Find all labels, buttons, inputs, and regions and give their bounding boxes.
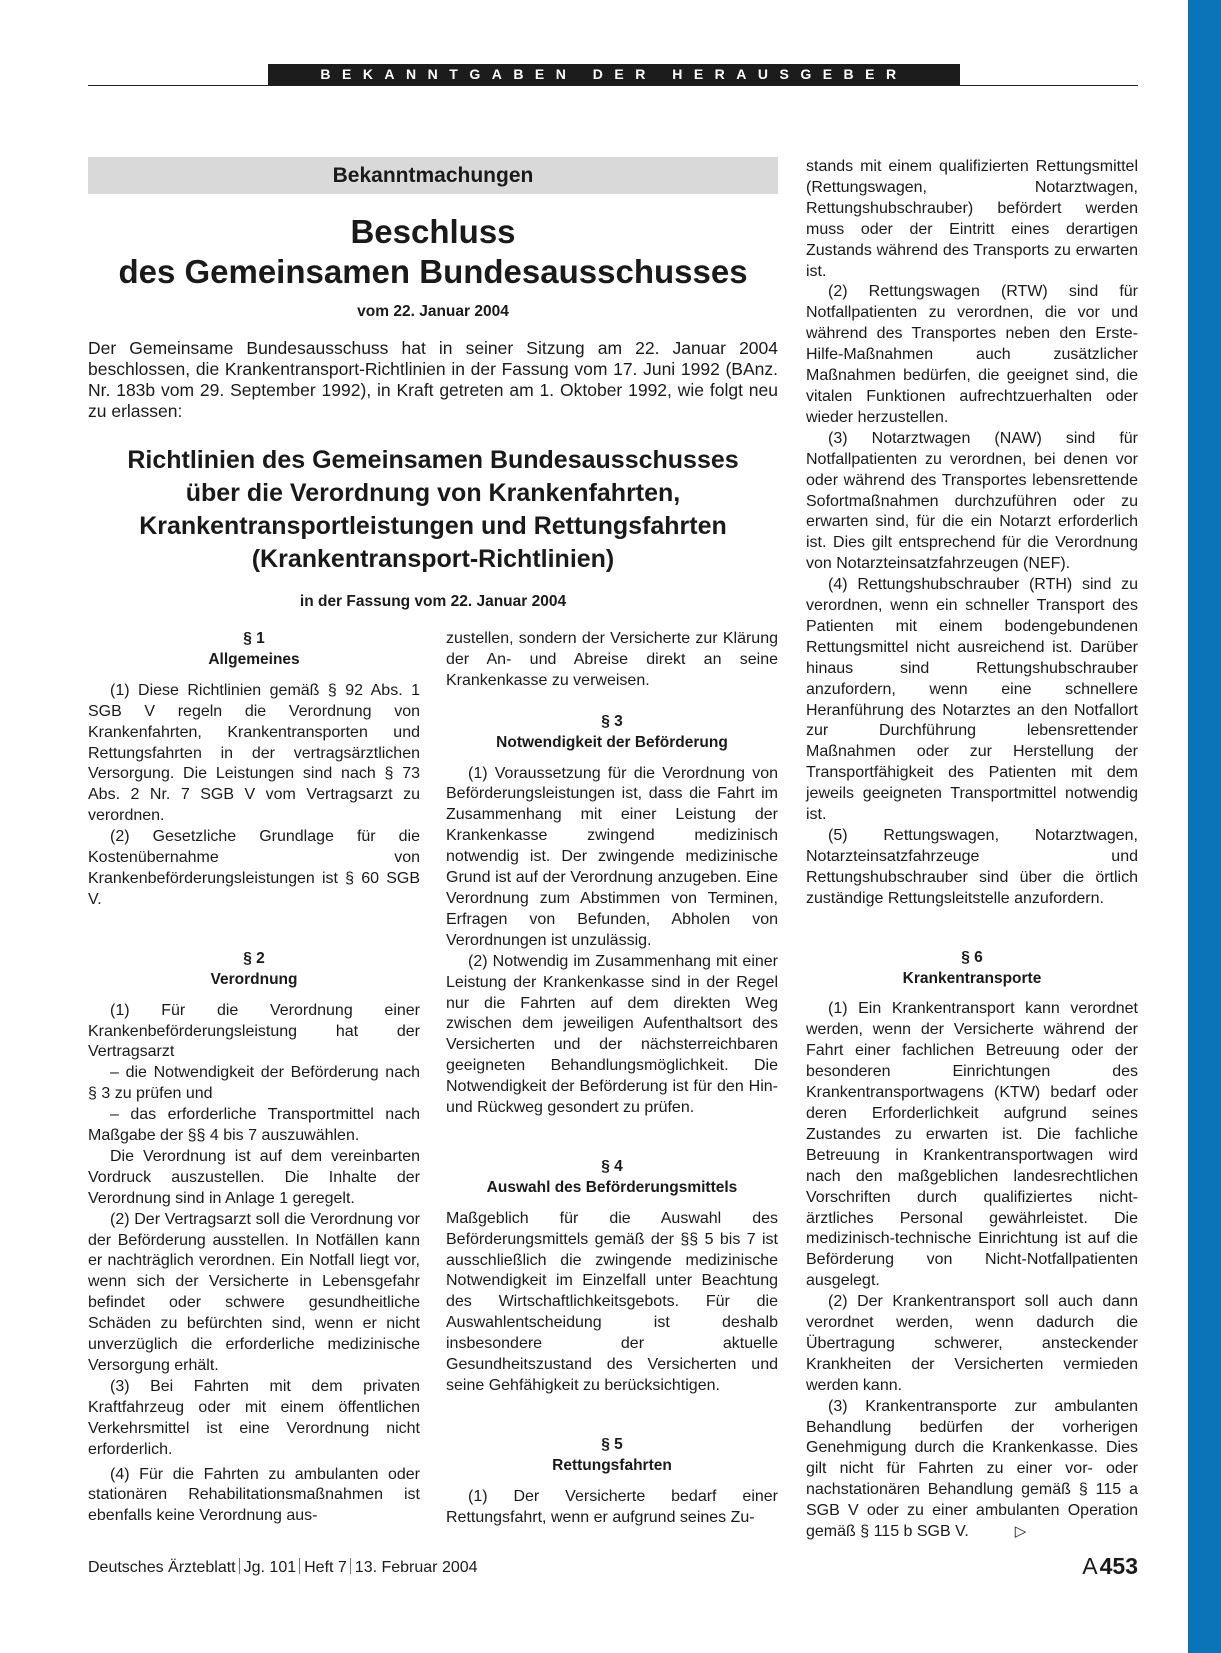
section-5-para-1: (1) Der Versicherte bedarf einer Rettungsfahrt, wenn er aufgrund seines Zu-	[446, 1487, 778, 1526]
footer-divider	[299, 1558, 300, 1574]
section-6-para-2: (2) Der Krankentransport soll auch dann verordnet werden, wenn dadurch die Übertragung schwerer, ansteckender Krankheiten der Versicherten vermieden werden kann.	[806, 1293, 1138, 1394]
section-1-title: Allgemeines	[208, 650, 300, 668]
section-6-para-3	[806, 1397, 1138, 1543]
kicker-heading: Bekanntmachungen	[88, 157, 778, 194]
section-3-para-2: (2) Notwendig im Zusammenhang mit einer Leistung der Krankenkasse sind in der Regel nur die Fahrten auf dem direkten Weg zwischen dem jeweiligen Aufenthaltsort des Versicherten und der nächsterreichbaren geeigneten Behandlungsmöglichkeit. Die Notwendigkeit der Beförderung ist für den Hin- und Rückweg gesondert zu prüfen.	[446, 952, 778, 1117]
guideline-line-4: (Krankentransport-Richtlinien)	[251, 545, 615, 573]
section-5-para-3: (3) Notarztwagen (NAW) sind für Notfallpatienten zu verordnen, bei denen vor oder während des Transportes lebensrettende Sofortmaßnahmen durchzuführen oder zu erwarten sind, für die ein Notarzt erforderlich ist. Dies gilt entsprechend für die Verordnung von Notarzteinsatzfahrzeugen (NEF).	[806, 429, 1138, 573]
section-5-number: § 5	[601, 1435, 623, 1453]
section-2-para-2: Die Verordnung ist auf dem vereinbarten Vordruck auszustellen. Die Inhalte der Verordnung sind in Anlage 1 geregelt.	[88, 1147, 420, 1207]
header-rule	[88, 85, 1138, 86]
section-1-number: § 1	[243, 630, 265, 647]
guideline-title	[88, 444, 778, 576]
edge-color-bar	[1188, 0, 1221, 1653]
section-5-para-2: (2) Rettungswagen (RTW) sind für Notfallpatienten zu verordnen, die vor und während des Transportes neben den Erste-Hilfe-Maßnahmen auch zusätzlicher Maßnahmen bedürfen, die geeignet sind, die vitalen Funktionen aufrechtzuerhalten oder wieder herzustellen.	[806, 283, 1138, 426]
footer-divider	[239, 1558, 240, 1574]
section-2-para-3: (2) Der Vertragsarzt soll die Verordnung vor der Beförderung ausstellen. In Notfällen kann er nachträglich verordnen. Ein Notfall liegt vor, wenn sich der Versicherte in Lebensgefahr befindet oder schwere gesundheitliche Schäden zu befürchten sind, wenn er nicht unverzüglich die erforderliche medizinische Versorgung erhält.	[88, 1210, 420, 1374]
section-1-para-2: (2) Gesetzliche Grundlage für die Kostenübernahme von Krankenbeförderungsleistungen ist § 60 SGB V.	[88, 828, 420, 908]
journal-name: Deutsches Ärzteblatt	[88, 1559, 236, 1576]
section-3-number: § 3	[601, 712, 623, 730]
section-2-dash-1: – die Notwendigkeit der Beförderung nach § 3 zu prüfen und	[88, 1064, 420, 1103]
section-2-title: Verordnung	[210, 970, 298, 988]
section-6-para-1: (1) Ein Krankentransport kann verordnet werden, wenn der Versicherte während der Fahrt einer fachlichen Betreuung oder der besonderen Einrichtungen des Krankentransportwagens (KTW) bedarf oder deren Erforderlichkeit aufgrund seines Zustandes zu erwarten ist. Die fachliche Betreuung in Krankentransportwagen wird nach den maßgeblichen landesrechtlichen Vorschriften durch qualifiziertes nicht-ärztliches Personal gewährleistet. Die medizinisch-technische Einrichtung ist auf die Beförderung von Nicht-Notfallpatienten ausgelegt.	[806, 1000, 1138, 1290]
section-2-para-4: (3) Bei Fahrten mit dem privaten Kraftfahrzeug oder mit einem öffentlichen Verkehrsmittel ist eine Verordnung nicht erforderlich.	[88, 1377, 420, 1458]
section-5-title: Rettungsfahrten	[552, 1456, 672, 1474]
issue-date: 13. Februar 2004	[354, 1559, 478, 1576]
guideline-line-1: Richtlinien des Gemeinsamen Bundesausschusses	[127, 446, 739, 474]
section-4-para-1: Maßgeblich für die Auswahl des Beförderungsmittels gemäß der §§ 5 bis 7 ist ausschließlich die zwingende medizinische Notwendigkeit im Einzelfall unter Beachtung des Wirtschaftlichkeitsgebots. Für die Auswahlentscheidung ist deshalb insbesondere der aktuelle Gesundheitszustand des Versicherten und seine Gehfähigkeit zu berücksichtigen.	[446, 1209, 778, 1394]
column-right	[806, 157, 1138, 1543]
guideline-line-3: Krankentransportleistungen und Rettungsfahrten	[139, 512, 727, 540]
section-4-title: Auswahl des Beförderungsmittels	[486, 1178, 738, 1196]
page-prefix: A	[1082, 1553, 1098, 1579]
page-number-value: 453	[1099, 1553, 1138, 1579]
section-6-number: § 6	[961, 948, 983, 966]
page-number	[1082, 1554, 1138, 1578]
journal-issue: Heft 7	[304, 1559, 347, 1576]
section-header: BEKANNTGABEN DER HERAUSGEBER	[268, 64, 960, 85]
section-1-para-1: (1) Diese Richtlinien gemäß § 92 Abs. 1 SGB V regeln die Verordnung von Krankenfahrten, Krankentransporten und Rettungsfahrten in der vertragsärztlichen Versorgung. Die Leistungen sind nach § 73 Abs. 2 Nr. 7 SGB V vom Vertragsarzt zu verordnen.	[88, 681, 420, 825]
section-2-number: § 2	[243, 949, 265, 967]
column-left	[88, 629, 420, 1527]
title-line-2: des Gemeinsamen Bundesausschusses	[118, 253, 748, 290]
section-5-para-5: (5) Rettungswagen, Notarztwagen, Notarzteinsatzfahrzeuge und Rettungshubschrauber sind über die örtlich zuständige Rettungsleitstelle anzufordern.	[806, 827, 1138, 907]
section-5-para-4: (4) Rettungshubschrauber (RTH) sind zu verordnen, wenn ein schneller Transport des Patienten mit einem bodengebundenen Rettungsmittel nicht ausreichend ist. Darüber hinaus sind Rettungshubschrauber anzufordern, wenn eine schnellere Heranführung des Notarztes an den Notfallort zur Durchführung lebensrettender Maßnahmen oder zur Herstellung der Transportfähigkeit des Patienten mit dem jeweils geeigneten Transportmittel notwendig ist.	[806, 576, 1138, 824]
continue-arrow-icon: ▷	[1014, 1523, 1027, 1541]
section-6-title: Krankentransporte	[902, 969, 1042, 987]
section-3-title: Notwendigkeit der Beförderung	[496, 733, 728, 751]
guideline-line-2: über die Verordnung von Krankenfahrten,	[185, 479, 681, 507]
section-2-para-1: (1) Für die Verordnung einer Krankenbeförderungsleistung hat der Vertragsarzt	[88, 1001, 420, 1061]
section-2-dash-2: – das erforderliche Transportmittel nach Maßgabe der §§ 4 bis 7 auszuwählen.	[88, 1106, 420, 1145]
section-2-para-5-continued: zustellen, sondern der Versicherte zur Klärung der An- und Abreise direkt an seine Krankenkasse zu verweisen.	[446, 630, 778, 689]
section-2-para-5: (4) Für die Fahrten zu ambulanten oder stationären Rehabilitationsmaßnahmen ist ebenfalls keine Verordnung aus-	[88, 1465, 420, 1525]
section-6-para-3-text: (3) Krankentransporte zur ambulanten Behandlung bedürfen der vorherigen Genehmigung durch die Krankenkasse. Dies gilt nicht für Fahrten zu einer vor- oder nachstationären Behandlung gemäß § 115 a SGB V oder zu einer ambulanten Operation gemäß § 115 b SGB V.	[806, 1397, 1138, 1541]
section-5-para-1-continued: stands mit einem qualifizierten Rettungsmittel (Rettungswagen, Notarztwagen, Rettungshubschrauber) befördert werden muss oder der Eintritt eines derartigen Zustands während des Transports zu erwarten ist.	[806, 158, 1138, 280]
main-title	[88, 212, 778, 292]
footer-divider	[350, 1558, 351, 1574]
column-middle	[446, 629, 778, 1529]
section-4-number: § 4	[601, 1157, 623, 1175]
journal-volume: Jg. 101	[243, 1559, 297, 1576]
version-date: in der Fassung vom 22. Januar 2004	[299, 593, 567, 610]
section-3-para-1: (1) Voraussetzung für die Verordnung von Beförderungsleistungen ist, dass die Fahrt im Zusammenhang mit einer Leistung der Krankenkasse zwingend medizinisch notwendig ist. Der zwingende medizinische Grund ist auf der Verordnung anzugeben. Eine Verordnung zum Abstimmen von Terminen, Erfragen von Befunden, Abholen von Verordnungen ist unzulässig.	[446, 764, 778, 949]
page-footer	[88, 1553, 1138, 1580]
title-line-1: Beschluss	[350, 213, 516, 250]
decision-date: vom 22. Januar 2004	[357, 303, 509, 320]
intro-paragraph: Der Gemeinsame Bundesausschuss hat in seiner Sitzung am 22. Januar 2004 beschlossen, die Krankentransport-Richtlinien in der Fassung vom 17. Juni 1992 (BAnz. Nr. 183b vom 29. September 1992), in Kraft getreten am 1. Oktober 1992, wie folgt neu zu erlassen:	[88, 338, 778, 421]
